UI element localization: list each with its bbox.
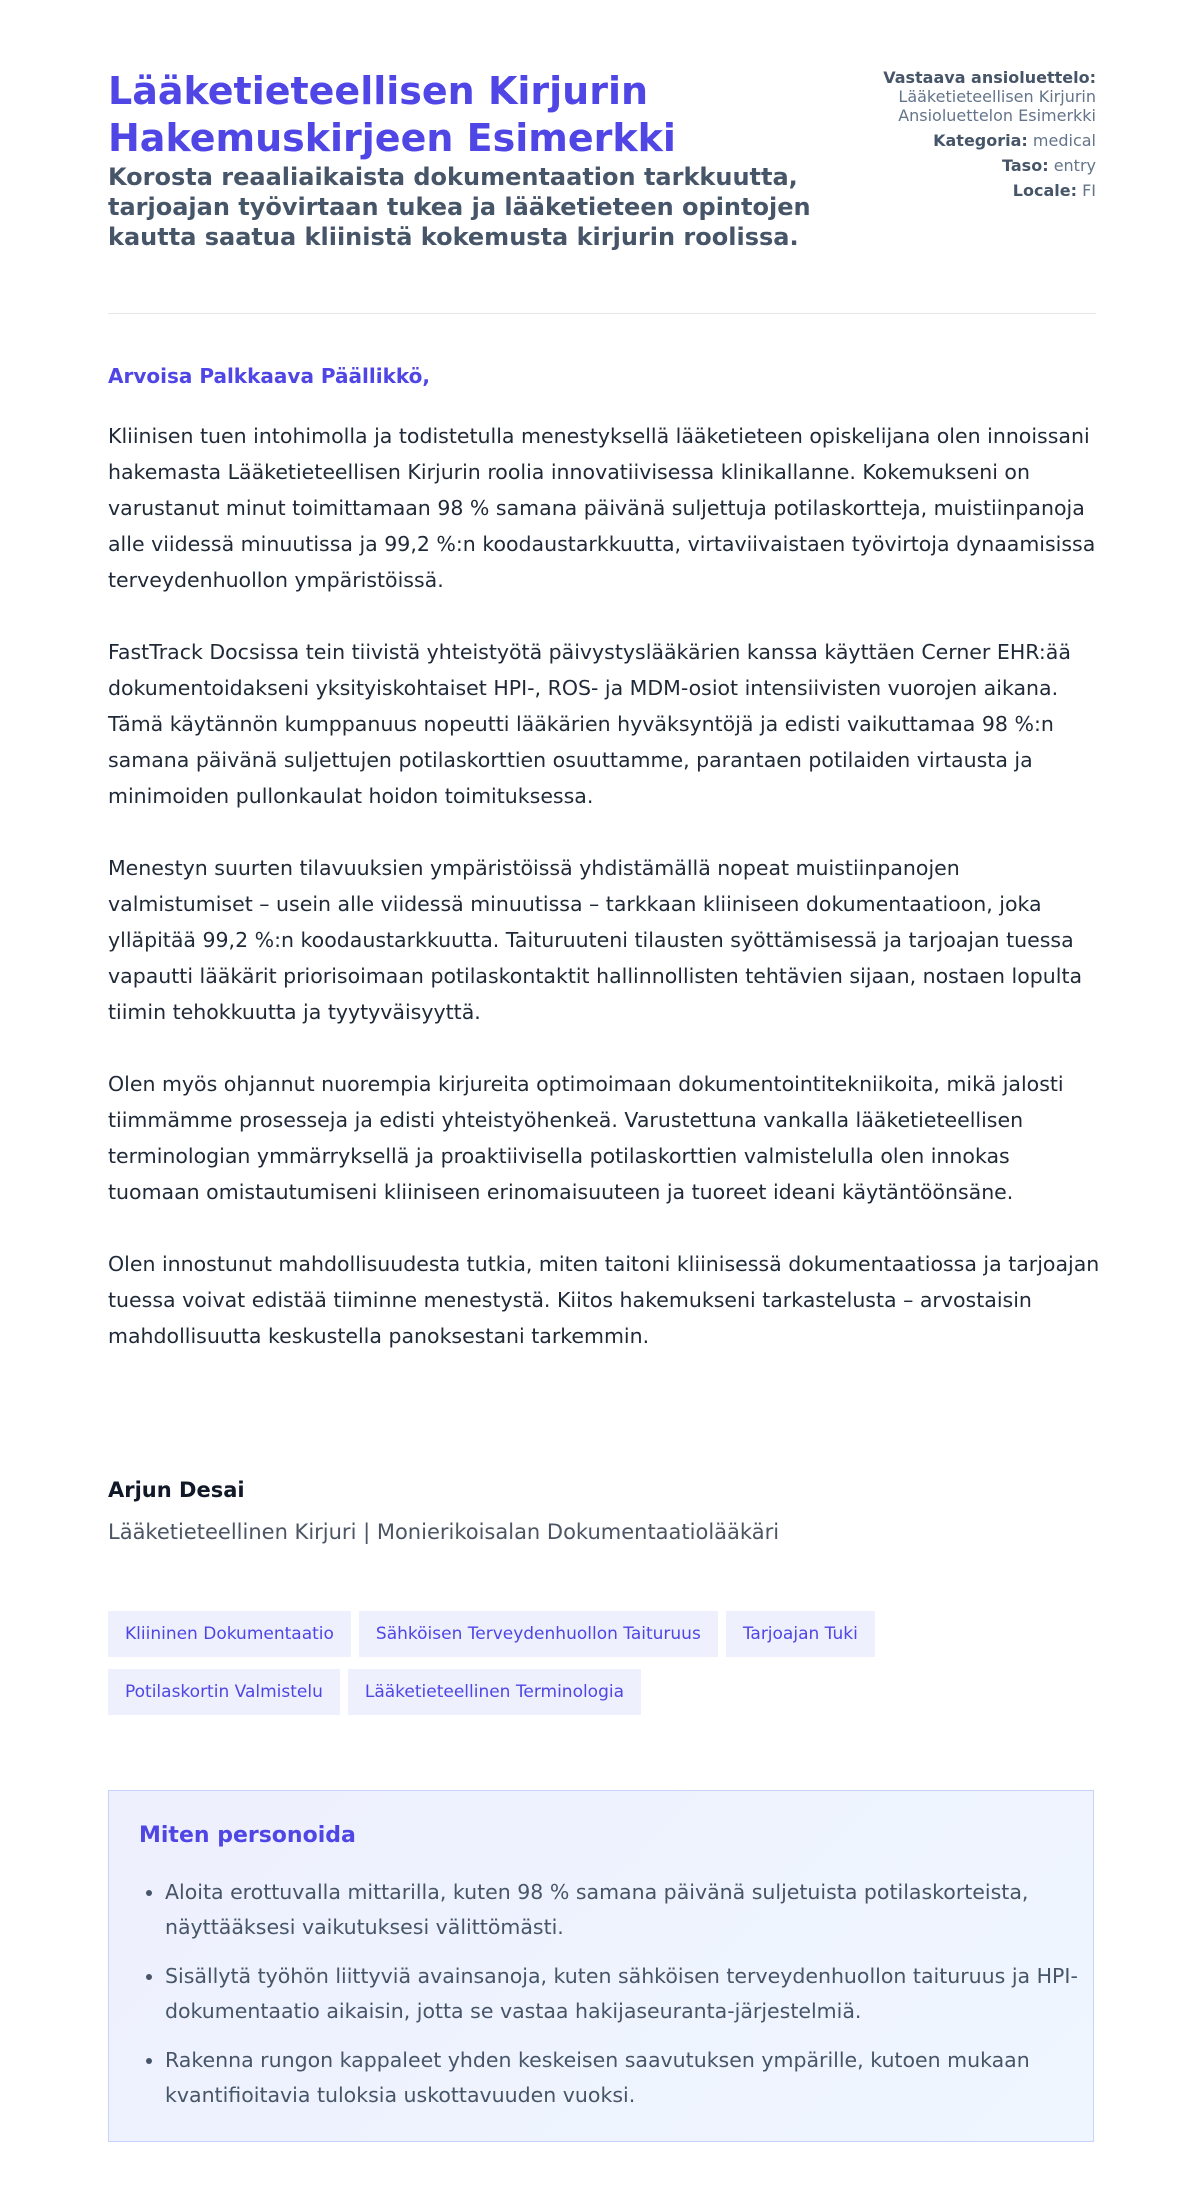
skill-tag[interactable]: Potilaskortin Valmistelu xyxy=(108,1669,340,1715)
tips-item: • Rakenna rungon kappaleet yhden keskeisen saavutuksen ympärille, kutoen mukaan kvantifioitavia tuloksia uskottavuuden vuoksi. xyxy=(165,2043,1085,2113)
letter-paragraph: FastTrack Docsissa tein tiivistä yhteistyötä päivystyslääkärien kanssa käyttäen Cerner EHR:ää dokumentoidakseni yksityiskohtaiset HPI-, ROS- ja MDM-osiot intensiivisten vuorojen aikana. Tämä käytännön kumppanuus nopeutti lääkärien hyväksyntöjä ja edisti vaikuttamaa 98 %:n samana päivänä suljettujen potilaskorttien osuuttamme, parantaen potilaiden virtausta ja minimoiden pullonkaulat hoidon toimituksessa. xyxy=(108,640,1071,808)
meta-locale-value: FI xyxy=(1082,181,1096,200)
skill-tag[interactable]: Sähköisen Terveydenhuollon Taituruus xyxy=(359,1611,718,1657)
meta-locale xyxy=(836,181,1096,200)
page-subtitle: Korosta reaaliaikaista dokumentaation tarkkuutta, tarjoajan työvirtaan tukea ja lääketieteen opintojen kautta saatua kliinistä kokemusta kirjurin roolissa. xyxy=(108,163,811,251)
meta-locale-label: Locale: xyxy=(1012,181,1077,200)
letter-paragraph: Olen myös ohjannut nuorempia kirjureita optimoimaan dokumentointitekniikoita, mikä jalosti tiimmämme prosesseja ja edisti yhteistyöhenkeä. Varustettuna vankalla lääketieteellisen terminologian ymmärryksellä ja proaktiivisella potilaskorttien valmistelulla olen innokas tuomaan omistautumiseni kliiniseen erinomaisuuteen ja tuoreet ideani käytäntöönsäne. xyxy=(108,1072,1064,1204)
skill-tag[interactable]: Kliininen Dokumentaatio xyxy=(108,1611,351,1657)
signature-name: Arjun Desai xyxy=(108,1478,245,1502)
skill-tags xyxy=(108,1611,1008,1727)
tips-item: • Aloita erottuvalla mittarilla, kuten 98 % samana päivänä suljetuista potilaskorteista, näyttääksesi vaikutuksesi välittömästi. xyxy=(165,1875,1085,1945)
letter-salutation: Arvoisa Palkkaava Päällikkö, xyxy=(108,364,430,388)
meta-level xyxy=(836,156,1096,175)
personalization-tips xyxy=(108,1790,1094,2142)
meta-resume-label: Vastaava ansioluettelo: xyxy=(883,68,1096,87)
document-header xyxy=(108,68,1096,252)
meta-category-value: medical xyxy=(1032,131,1096,150)
tips-heading: Miten personoida xyxy=(139,1823,356,1848)
letter-paragraph: Olen innostunut mahdollisuudesta tutkia, miten taitoni kliinisessä dokumentaatiossa ja tarjoajan tuessa voivat edistää tiiminne menestystä. Kiitos hakemukseni tarkastelusta – arvostaisin mahdollisuutta keskustella panoksestani tarkemmin. xyxy=(108,1252,1100,1348)
meta-resume-link[interactable]: Lääketieteellisen Kirjurin Ansioluettelon Esimerkki xyxy=(898,87,1096,125)
skill-tag[interactable]: Lääketieteellinen Terminologia xyxy=(348,1669,641,1715)
letter-paragraph: Menestyn suurten tilavuuksien ympäristöissä yhdistämällä nopeat muistiinpanojen valmistumiset – usein alle viidessä minuutissa – tarkkaan kliiniseen dokumentaatioon, joka ylläpitää 99,2 %:n koodaustarkkuutta. Taituruuteni tilausten syöttämisessä ja tarjoajan tuessa vapautti lääkärit priorisoimaan potilaskontaktit hallinnollisten tehtävien sijaan, nostaen lopulta tiimin tehokkuutta ja tyytyväisyyttä. xyxy=(108,856,1083,1024)
meta-level-value: entry xyxy=(1053,156,1096,175)
header-divider xyxy=(108,313,1096,314)
tips-list xyxy=(139,1875,1085,2127)
letter-body xyxy=(108,418,1100,1390)
letter-paragraph: Kliinisen tuen intohimolla ja todistetulla menestyksellä lääketieteen opiskelijana olen innoissani hakemasta Lääketieteellisen Kirjurin roolia innovatiivisessa klinikallanne. Kokemukseni on varustanut minut toimittamaan 98 % samana päivänä suljettuja potilaskortteja, muistiinpanoja alle viidessä minuutissa ja 99,2 %:n koodaustarkkuutta, virtaviivaistaen työvirtoja dynaamisissa terveydenhuollon ympäristöissä. xyxy=(108,424,1096,592)
page-title: Lääketieteellisen Kirjurin Hakemuskirjeen Esimerkki xyxy=(108,69,676,160)
meta-category xyxy=(836,131,1096,150)
meta-resume xyxy=(836,68,1096,125)
signature-title: Lääketieteellinen Kirjuri | Monierikoisalan Dokumentaatiolääkäri xyxy=(108,1520,780,1544)
meta-panel xyxy=(836,68,1096,206)
meta-category-label: Kategoria: xyxy=(933,131,1028,150)
tips-item: • Sisällytä työhön liittyviä avainsanoja, kuten sähköisen terveydenhuollon taituruus ja HPI-dokumentaatio aikaisin, jotta se vastaa hakijaseuranta-järjestelmiä. xyxy=(165,1959,1085,2029)
skill-tag[interactable]: Tarjoajan Tuki xyxy=(726,1611,875,1657)
meta-level-label: Taso: xyxy=(1002,156,1049,175)
